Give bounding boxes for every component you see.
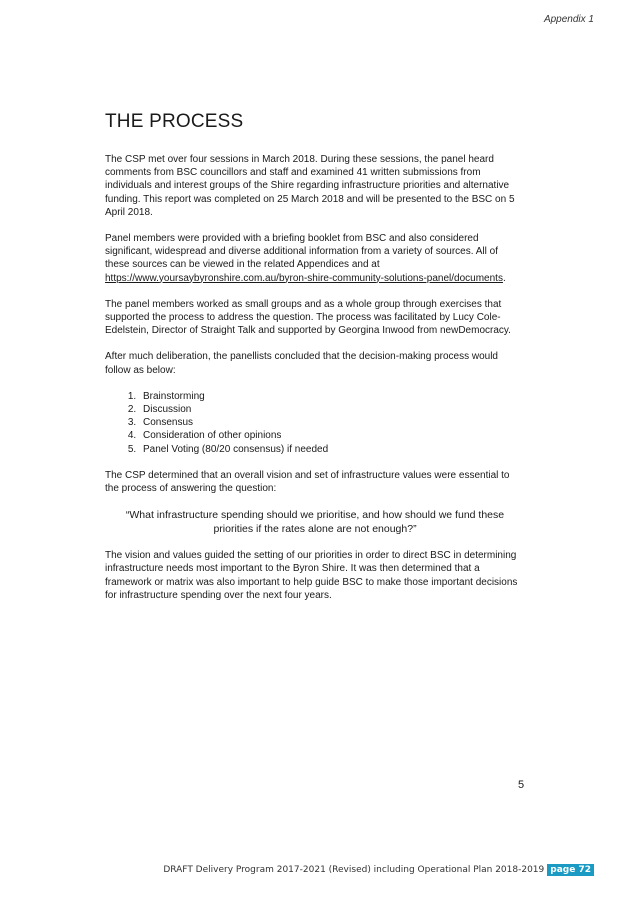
paragraph-briefing [105, 232, 525, 285]
section-title: THE PROCESS [105, 111, 244, 132]
body-content [105, 153, 525, 615]
paragraph-briefing-text: Panel members were provided with a briefing booklet from BSC and also considered significant, widespread and diverse additional information from a variety of sources. All of these sources can be viewed in the related Appendices and at [105, 233, 498, 271]
paragraph-sessions: The CSP met over four sessions in March 2018. During these sessions, the panel heard comments from BSC councillors and staff and examined 41 written submissions from individuals and interest groups of the Shire regarding infrastructure priorities and alternative funding. This report was completed on 25 March 2018 and will be presented to the BSC on 5 April 2018. [105, 154, 515, 218]
document-footer [163, 864, 594, 876]
paragraph-groups: The panel members worked as small groups and as a whole group through exercises that supported the process to address the question. The process was facilitated by Lucy Cole-Edelstein, Director of Straight Talk and supported by Georgina Inwood from newDemocracy. [105, 298, 511, 337]
page-number: 5 [518, 779, 525, 791]
key-question-quote: “What infrastructure spending should we prioritise, and how should we fund these priorities if the rates alone are not enough?” [125, 509, 505, 536]
documents-link[interactable]: https://www.yoursaybyronshire.com.au/byron-shire-community-solutions-panel/documents [105, 272, 503, 284]
page-badge: page 72 [547, 864, 594, 876]
list-item: 5. Panel Voting (80/20 consensus) if needed [139, 443, 525, 456]
list-item: 1. Brainstorming [139, 390, 525, 403]
paragraph-briefing-end: . [502, 272, 506, 284]
appendix-label: Appendix 1 [543, 14, 594, 25]
paragraph-deliberation: After much deliberation, the panellists concluded that the decision-making process would follow as below: [105, 351, 498, 376]
list-item: 4. Consideration of other opinions [139, 429, 525, 442]
footer-title: DRAFT Delivery Program 2017-2021 (Revised) including Operational Plan 2018-2019 [163, 865, 545, 875]
list-item: 3. Consensus [139, 416, 525, 429]
paragraph-framework: The vision and values guided the setting of our priorities in order to direct BSC in determining infrastructure needs most important to the Byron Shire. It was then determined that a framework or matrix was also important to help guide BSC to make those important decisions for infrastructure spending over the next four years. [105, 550, 518, 601]
process-steps-list [105, 390, 525, 456]
list-item: 2. Discussion [139, 403, 525, 416]
paragraph-vision: The CSP determined that an overall vision and set of infrastructure values were essential to the process of answering the question: [105, 469, 510, 495]
